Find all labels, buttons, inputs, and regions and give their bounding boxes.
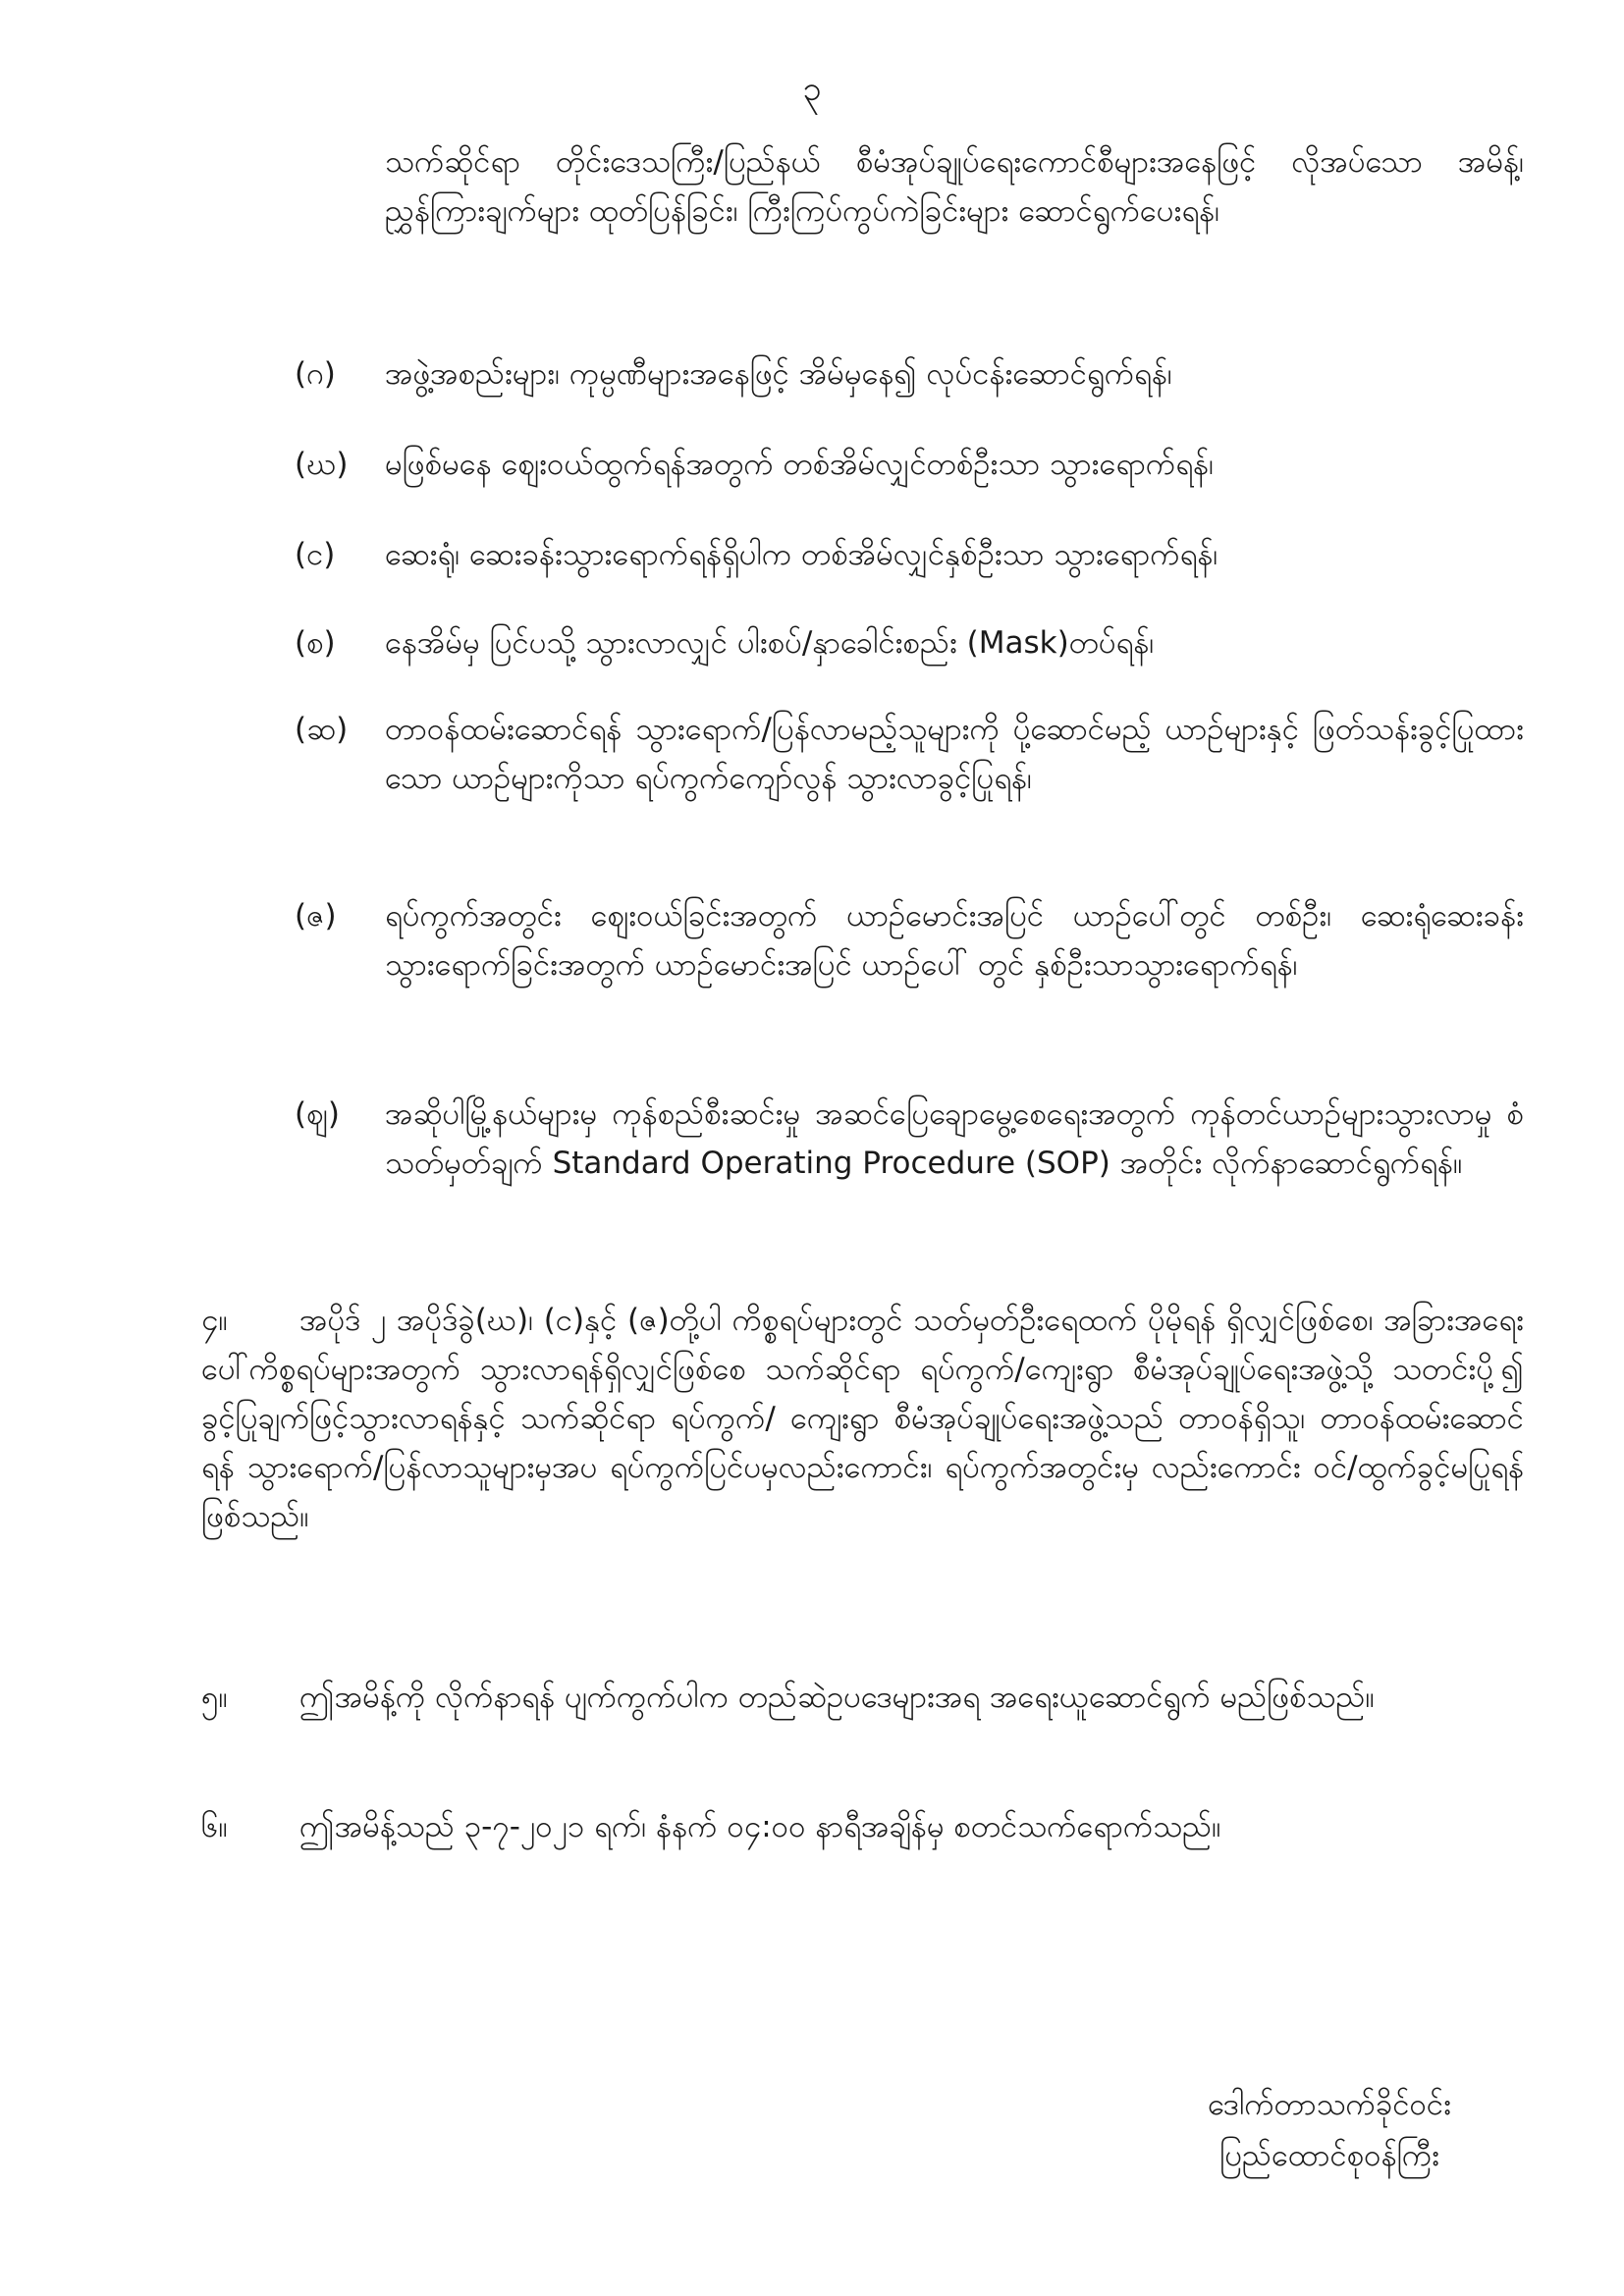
list-item-marker: (ဈ): [295, 1096, 341, 1132]
list-item-marker: (ဃ): [295, 447, 349, 482]
list-item-marker: (စ): [295, 625, 336, 661]
signatory-title: ပြည်ထောင်စုဝန်ကြီး: [1219, 2138, 1440, 2173]
numbered-paragraph: [201, 1296, 1524, 1541]
numbered-paragraph: [201, 1802, 1524, 1851]
list-item-marker: (င): [295, 537, 336, 572]
list-item-text: နေအိမ်မှ ပြင်ပသို့ သွားလာလျှင် ပါးစပ်/နှာခေါင်းစည်း (Mask)တပ်ရန်၊: [385, 625, 1155, 661]
paragraph-number: ၄။: [201, 1303, 228, 1338]
paragraph-text: ဤအမိန့်သည် ၃-၇-၂၀၂၁ ရက်၊ နံနက် ၀၄:၀၀ နာရီအချိန်မှ စတင်သက်ရောက်သည်။: [299, 1809, 1221, 1844]
list-item-marker: (ဇ): [295, 898, 337, 934]
list-item-marker: (ဆ): [295, 712, 349, 747]
list-item-text: အဖွဲ့အစည်းများ၊ ကုမ္ပဏီများအနေဖြင့် အိမ်မှနေ၍ လုပ်ငန်းဆောင်ရွက်ရန်၊: [385, 356, 1172, 392]
list-item-marker: (ဂ): [295, 356, 336, 392]
paragraph-text: ဤအမိန့်ကို လိုက်နာရန် ပျက်ကွက်ပါက တည်ဆဲဥပဒေများအရ အရေးယူဆောင်ရွက် မည်ဖြစ်သည်။: [299, 1680, 1375, 1715]
list-item-text: အဆိုပါမြို့နယ်များမှ ကုန်စည်စီးဆင်းမှု အဆင်ပြေချောမွေ့စေရေးအတွက် ကုန်တင်ယာဉ်များသွားလာမှု စံသတ်မှတ်ချက် Standard Operating Procedure (SOP) အတိုင်း လိုက်နာဆောင်ရွက်ရန်။: [385, 1096, 1524, 1181]
paragraph-number: ၅။: [201, 1680, 228, 1715]
intro-paragraph: သက်ဆိုင်ရာ တိုင်းဒေသကြီး/ပြည်နယ် စီမံအုပ်ချုပ်ရေးကောင်စီများအနေဖြင့် လိုအပ်သော အမိန့်၊ ညွှန်ကြားချက်များ ထုတ်ပြန်ခြင်း၊ ကြီးကြပ်ကွပ်ကဲခြင်းများ ဆောင်ရွက်ပေးရန်၊: [385, 144, 1524, 229]
list-item-text: ရပ်ကွက်အတွင်း ဈေးဝယ်ခြင်းအတွက် ယာဉ်မောင်းအပြင် ယာဉ်ပေါ်တွင် တစ်ဦး၊ ဆေးရုံဆေးခန်းသွားရောက်ခြင်းအတွက် ယာဉ်မောင်းအပြင် ယာဉ်ပေါ် တွင် နှစ်ဦးသာသွားရောက်ရန်၊: [385, 898, 1524, 983]
paragraph-text: အပိုဒ် ၂ အပိုဒ်ခွဲ(ဃ)၊ (င)နှင့် (ဇ)တို့ပါ ကိစ္စရပ်များတွင် သတ်မှတ်ဦးရေထက် ပိုမိုရန် ရှိလျှင်ဖြစ်စေ၊ အခြားအရေးပေါ်ကိစ္စရပ်များအတွက် သွားလာရန်ရှိလျှင်ဖြစ်စေ သက်ဆိုင်ရာ ရပ်ကွက်/ကျေးရွာ စီမံအုပ်ချုပ်ရေးအဖွဲ့သို့ သတင်းပို့၍ ခွင့်ပြုချက်ဖြင့်သွားလာရန်နှင့် သက်ဆိုင်ရာ ရပ်ကွက်/ ကျေးရွာ စီမံအုပ်ချုပ်ရေးအဖွဲ့သည် တာဝန်ရှိသူ၊ တာဝန်ထမ်းဆောင် ရန် သွားရောက်/ပြန်လာသူများမှအပ ရပ်ကွက်ပြင်ပမှလည်းကောင်း၊ ရပ်ကွက်အတွင်းမှ လည်းကောင်း ဝင်/ထွက်ခွင့်မပြုရန် ဖြစ်သည်။: [201, 1303, 1524, 1534]
list-item-text: ဆေးရုံ၊ ဆေးခန်းသွားရောက်ရန်ရှိပါက တစ်အိမ်လျှင်နှစ်ဦးသာ သွားရောက်ရန်၊: [385, 537, 1218, 572]
page-number: ၃: [802, 70, 822, 109]
list-item-text: တာဝန်ထမ်းဆောင်ရန် သွားရောက်/ပြန်လာမည့်သူများကို ပို့ဆောင်မည့် ယာဉ်များနှင့် ဖြတ်သန်းခွင့်ပြုထားသော ယာဉ်များကိုသာ ရပ်ကွက်ကျော်လွန် သွားလာခွင့်ပြုရန်၊: [385, 712, 1524, 796]
signatory-name: ဒေါက်တာသက်ခိုင်ဝင်း: [1208, 2087, 1451, 2122]
signature-block: [1208, 2079, 1451, 2181]
numbered-paragraph: [201, 1673, 1524, 1722]
paragraph-number: ၆။: [201, 1809, 228, 1844]
list-item-text: မဖြစ်မနေ ဈေးဝယ်ထွက်ရန်အတွက် တစ်အိမ်လျှင်တစ်ဦးသာ သွားရောက်ရန်၊: [385, 447, 1214, 482]
